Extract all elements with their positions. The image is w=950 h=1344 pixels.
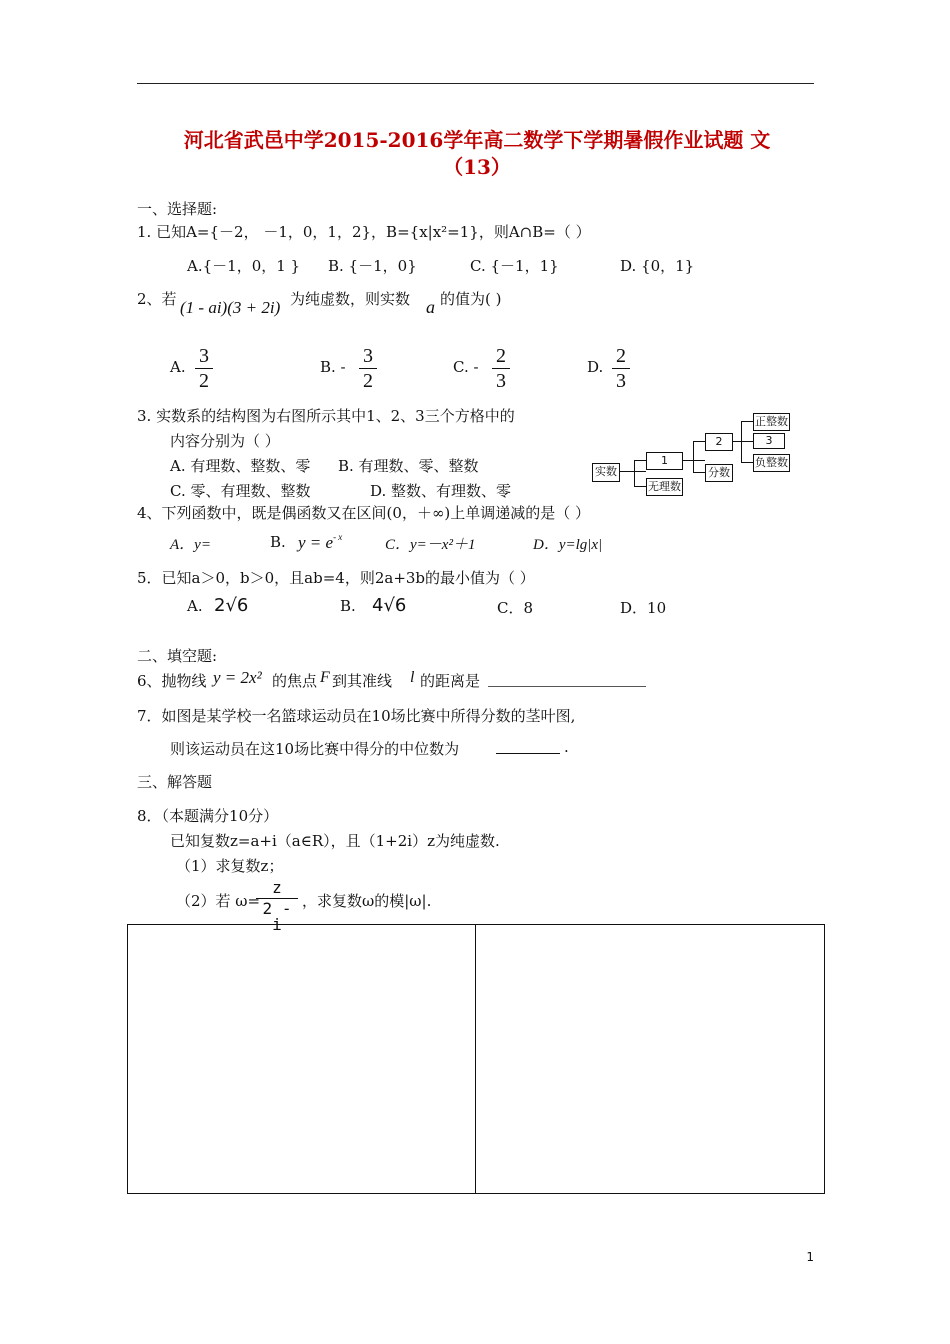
q3-stem-line2: 内容分别为（ ） xyxy=(170,432,280,450)
q6-rest: 到其准线 xyxy=(332,672,393,690)
q8-frac-numerator: z xyxy=(272,878,282,897)
q1-option-b: B. {－1，0} xyxy=(328,257,417,275)
q4-b-exponent: - x xyxy=(333,532,343,542)
answer-area-divider xyxy=(475,925,476,1193)
q4-b-base: y = e xyxy=(298,533,334,552)
diagram-fraction: 分数 xyxy=(705,464,733,482)
answer-area[interactable] xyxy=(127,924,825,1194)
q2-suffix: 的值为( ) xyxy=(440,290,502,308)
q4-option-b-label: B. xyxy=(270,533,286,551)
q4-option-c: C．y=－x²＋1 xyxy=(385,537,476,553)
q1-option-d: D. {0，1} xyxy=(620,257,695,275)
q5-option-b-label: B. xyxy=(340,597,356,615)
section-heading-choice: 一、选择题: xyxy=(137,200,218,218)
q2-c-numerator: 2 xyxy=(496,345,506,367)
q2-b-denominator: 2 xyxy=(363,370,373,392)
section-heading-solve: 三、解答题 xyxy=(137,773,213,791)
q4-option-b-expr xyxy=(298,532,342,553)
q5-option-a-value: 2√6 xyxy=(214,595,249,616)
q5-option-d: D．10 xyxy=(620,599,667,617)
q2-variable: a xyxy=(426,297,435,317)
q2-b-numerator: 3 xyxy=(363,345,373,367)
header-rule xyxy=(137,83,814,84)
q1-option-a: A.{－1，0，1 } xyxy=(187,257,301,275)
page-title: 河北省武邑中学2015-2016学年高二数学下学期暑假作业试题 文 xyxy=(183,128,771,152)
q2-a-numerator: 3 xyxy=(199,345,209,367)
q2-middle: 为纯虚数，则实数 xyxy=(290,290,411,308)
q5-stem: 5．已知a＞0，b＞0，且ab=4，则2a+3b的最小值为（ ） xyxy=(137,569,535,587)
q7-answer-blank[interactable] xyxy=(496,753,560,754)
q6-focus-symbol: F xyxy=(320,669,330,686)
q8-part2-suffix: ，求复数ω的模|ω|. xyxy=(302,892,432,910)
q3-option-b: B. 有理数、零、整数 xyxy=(338,457,479,475)
q6-expression: y = 2x² xyxy=(213,668,262,687)
q4-stem: 4、下列函数中，既是偶函数又在区间(0，＋∞)上单调递减的是（ ） xyxy=(137,504,591,522)
q6-middle: 的焦点 xyxy=(272,672,318,690)
diagram-box-2: 2 xyxy=(705,433,733,451)
q2-c-denominator: 3 xyxy=(496,370,506,392)
q7-end: . xyxy=(564,738,569,756)
q5-option-a-label: A. xyxy=(187,597,203,615)
q8-frac-denominator: 2 - i xyxy=(262,899,292,934)
q2-expression: (1 - ai)(3 + 2i) xyxy=(180,298,281,317)
diagram-real-number: 实数 xyxy=(592,463,620,482)
q3-option-d: D. 整数、有理数、零 xyxy=(370,482,512,500)
q5-option-c: C．8 xyxy=(497,599,534,617)
q6-directrix-symbol: l xyxy=(410,669,415,686)
q1-stem: 1. 已知A={－2， －1，0，1，2}，B={x|x²=1}，则A∩B=（ ） xyxy=(137,223,591,241)
q3-stem-line1: 3. 实数系的结构图为右图所示其中1、2、3三个方格中的 xyxy=(137,407,515,425)
q1-option-c: C. {－1，1} xyxy=(470,257,559,275)
q8-part1: （1）求复数z； xyxy=(176,857,284,875)
q5-option-b-value: 4√6 xyxy=(372,595,407,616)
q4-option-d: D．y=lg|x| xyxy=(533,537,603,553)
q2-d-numerator: 2 xyxy=(616,345,626,367)
q8-heading: 8．（本题满分10分） xyxy=(137,807,279,825)
q6-prefix: 6、抛物线 xyxy=(137,672,207,690)
q3-option-a: A. 有理数、整数、零 xyxy=(170,457,311,475)
q2-option-b-label: B. - xyxy=(320,358,346,376)
diagram-irrational: 无理数 xyxy=(646,478,683,496)
q3-option-c: C. 零、有理数、整数 xyxy=(170,482,311,500)
q2-option-a-fraction xyxy=(195,346,213,391)
q6-answer-blank[interactable] xyxy=(488,686,646,687)
q7-stem-line2: 则该运动员在这10场比赛中得分的中位数为 xyxy=(170,740,460,758)
page-number: 1 xyxy=(806,1250,814,1264)
q4-option-a: A．y= xyxy=(170,537,211,553)
q2-a-denominator: 2 xyxy=(199,370,209,392)
q2-option-c-fraction xyxy=(492,346,510,391)
q2-option-c-label: C. - xyxy=(453,358,479,376)
diagram-negative-integer: 负整数 xyxy=(753,454,790,472)
q2-option-d-fraction xyxy=(612,346,630,391)
q8-part2-prefix: （2）若 ω= xyxy=(176,892,261,910)
q2-d-denominator: 3 xyxy=(616,370,626,392)
diagram-positive-integer: 正整数 xyxy=(753,413,790,431)
q2-option-a-label: A. xyxy=(170,358,186,376)
page-title-suffix: （13） xyxy=(443,155,511,179)
q6-suffix: 的距离是 xyxy=(420,672,481,690)
diagram-box-1: 1 xyxy=(646,452,683,470)
diagram-box-3: 3 xyxy=(753,433,785,449)
q7-stem-line1: 7．如图是某学校一名篮球运动员在10场比赛中所得分数的茎叶图, xyxy=(137,707,576,725)
q8-stem: 已知复数z=a+i（a∈R），且（1+2i）z为纯虚数. xyxy=(170,832,500,850)
q2-prefix: 2、若 xyxy=(137,290,177,308)
q2-option-b-fraction xyxy=(359,346,377,391)
q2-option-d-label: D. xyxy=(587,358,604,376)
section-heading-fill: 二、填空题: xyxy=(137,647,218,665)
